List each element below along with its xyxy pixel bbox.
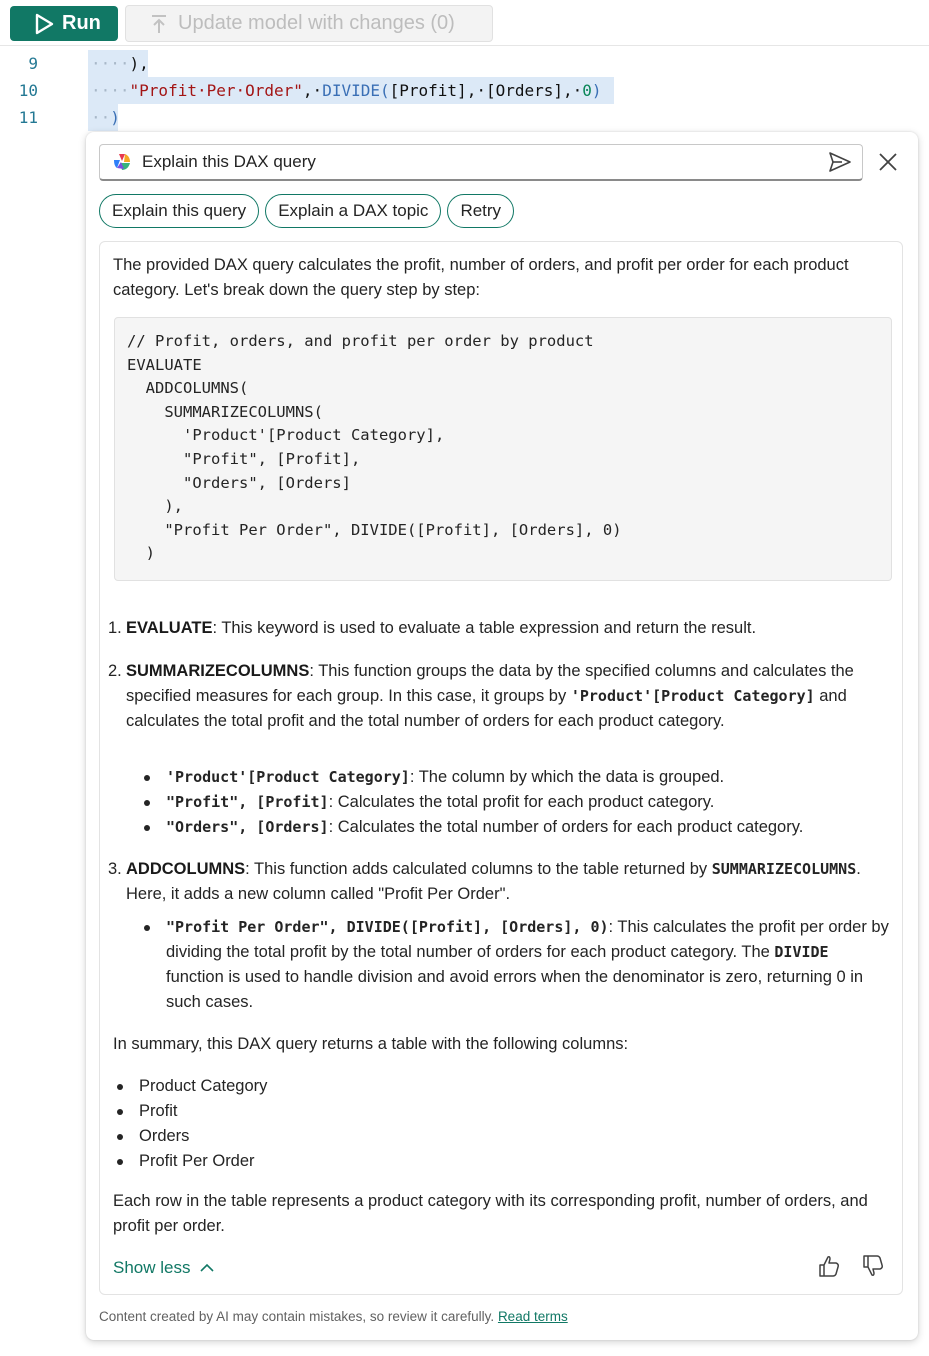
code-line xyxy=(0,104,929,131)
bullet-item: "Profit", [Profit]: Calculates the total profit for each product category. xyxy=(140,790,890,815)
keyword: SUMMARIZECOLUMNS xyxy=(126,662,310,680)
list-marker: 2. xyxy=(108,662,122,680)
send-icon[interactable] xyxy=(828,151,852,173)
line-number: 10 xyxy=(18,81,38,100)
chip-explain-query[interactable]: Explain this query xyxy=(99,194,259,228)
bullet-item: "Orders", [Orders]: Calculates the total number of orders for each product category. xyxy=(140,815,890,840)
disclaimer-text: Content created by AI may contain mistakes, so review it carefully. xyxy=(99,1309,495,1324)
thumbs-up-icon[interactable] xyxy=(818,1254,840,1278)
line-content: ····), xyxy=(91,54,149,73)
update-model-button[interactable] xyxy=(125,5,493,42)
list-marker: 1. xyxy=(108,619,122,637)
close-icon[interactable] xyxy=(877,151,899,173)
list-item: 2. SUMMARIZECOLUMNS: This function groups the data by the specified columns and calculates the specified measures for each group. In this case, it groups by 'Product'[Product Category] and calculates the total profit and the total number of orders for each product category. xyxy=(108,659,888,734)
suggestion-chips xyxy=(99,194,514,228)
summary-column-list xyxy=(113,1074,513,1174)
list-item: Profit Per Order xyxy=(113,1149,513,1174)
code-block: // Profit, orders, and profit per order by product EVALUATE ADDCOLUMNS( SUMMARIZECOLUMNS( 'Product'[Product Category], "Profit", [Profit], "Orders", [Orders] ), "Profit Per Order", DIVIDE([Profit], [Orders], 0) ) xyxy=(114,317,892,581)
disclaimer xyxy=(99,1309,568,1324)
response-intro: The provided DAX query calculates the profit, number of orders, and profit per order for each product category. Let's break down the query step by step: xyxy=(113,256,849,299)
list-item: Product Category xyxy=(113,1074,513,1099)
show-less-label: Show less xyxy=(113,1258,191,1277)
line-content: ····"Profit·Per·Order",·DIVIDE([Profit],·[Orders],·0) xyxy=(91,81,602,100)
bullet-item: 'Product'[Product Category]: The column by which the data is grouped. xyxy=(140,765,890,790)
closing-text: Each row in the table represents a product category with its corresponding profit, number of orders, and profit per order. xyxy=(113,1192,868,1235)
show-less-button[interactable] xyxy=(113,1255,214,1280)
line-number: 11 xyxy=(18,108,38,127)
keyword: EVALUATE xyxy=(126,619,213,637)
bullet-list xyxy=(140,765,890,840)
bullet-list xyxy=(140,915,890,1015)
chip-explain-topic[interactable]: Explain a DAX topic xyxy=(265,194,441,228)
inline-code: SUMMARIZECOLUMNS xyxy=(711,860,857,878)
inline-code: 'Product'[Product Category] xyxy=(570,687,815,705)
play-icon xyxy=(34,13,54,35)
copilot-panel xyxy=(86,132,918,1340)
upload-arrow-icon xyxy=(150,14,168,34)
thumbs-down-icon[interactable] xyxy=(862,1254,884,1278)
keyword: ADDCOLUMNS xyxy=(126,860,246,878)
chip-retry[interactable]: Retry xyxy=(447,194,514,228)
list-marker: 3. xyxy=(108,860,122,878)
list-item: 3. ADDCOLUMNS: This function adds calculated columns to the table returned by SUMMARIZECOLUMNS. Here, it adds a new column called "Profit Per Order". xyxy=(108,857,888,907)
line-content: ··) xyxy=(91,108,120,127)
line-number: 9 xyxy=(28,54,38,73)
response-card xyxy=(99,241,903,1295)
summary-intro: In summary, this DAX query returns a table with the following columns: xyxy=(113,1035,629,1053)
prompt-text: Explain this DAX query xyxy=(142,152,316,171)
read-terms-link[interactable]: Read terms xyxy=(497,1309,568,1324)
update-model-label: Update model with changes (0) xyxy=(178,12,455,34)
run-button[interactable] xyxy=(10,6,118,41)
list-item: Orders xyxy=(113,1124,513,1149)
list-item: 1. EVALUATE: This keyword is used to evaluate a table expression and return the result. xyxy=(108,616,888,641)
list-item: Profit xyxy=(113,1099,513,1124)
prompt-input[interactable] xyxy=(99,144,863,181)
code-line xyxy=(0,77,929,104)
run-label: Run xyxy=(62,12,101,34)
copilot-icon xyxy=(112,152,132,172)
code-editor[interactable] xyxy=(0,50,929,132)
chevron-up-icon xyxy=(200,1263,214,1273)
toolbar xyxy=(0,0,929,46)
bullet-item: "Profit Per Order", DIVIDE([Profit], [Orders], 0): This calculates the profit per order by dividing the total profit by the total number of orders for each product category. The DIVIDE function is used to handle division and avoid errors when the denominator is zero, returning 0 in such cases. xyxy=(140,915,890,1015)
code-line xyxy=(0,50,929,77)
